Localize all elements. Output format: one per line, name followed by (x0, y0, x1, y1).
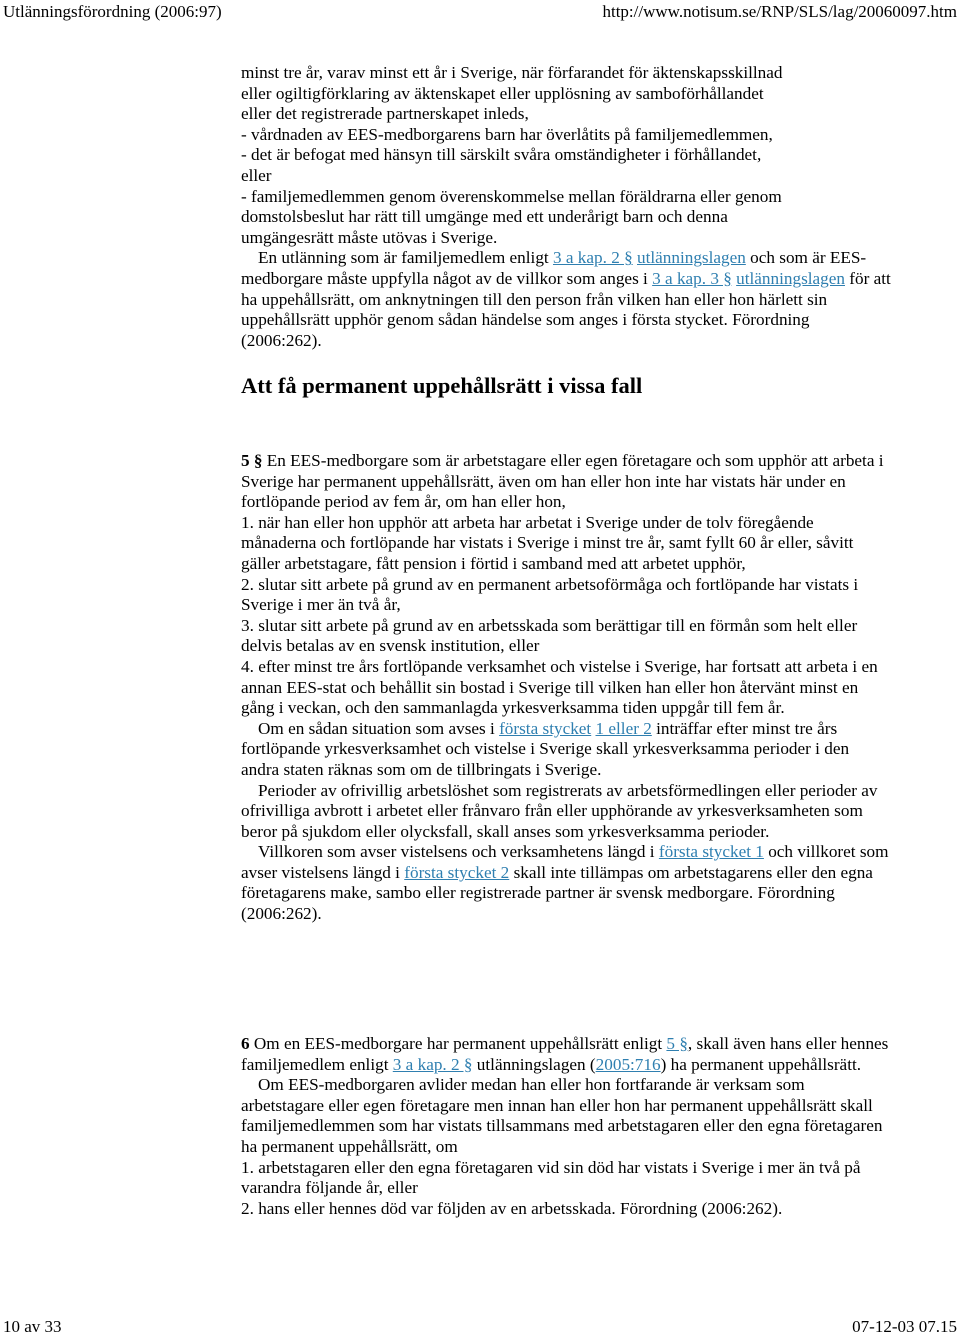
section-6-intro (241, 1034, 891, 1075)
list-item: 1. när han eller hon upphör att arbeta har arbetat i Sverige under de tolv föregående månaderna och fortlöpande har vistats i Sverige i minst tre år, samt fyllt 60 år eller, såvitt gäller arbetstagare, fått pension i förtid i samband med att arbetet upphör, (241, 512, 854, 573)
section-5 (241, 451, 891, 925)
text: Villkoren som avser vistelsens och verksamhetens längd i (258, 842, 659, 862)
header-title: Utlänningsförordning (2006:97) (3, 2, 222, 21)
section-heading: Att få permanent uppehållsrätt i vissa fall (241, 373, 643, 398)
footer-page-count: 10 av 33 (3, 1317, 62, 1336)
section-number: 5 § (241, 451, 263, 470)
paragraph (241, 719, 891, 781)
text: ) ha permanent uppehållsrätt. (660, 1054, 862, 1074)
list-item: 2. slutar sitt arbete på grund av en permanent arbetsoförmåga och fortlöpande har vistats i Sverige i mer än två år, (241, 574, 859, 615)
link-3a-kap-3[interactable]: 3 a kap. 3 § (652, 268, 732, 288)
list-item: 1. arbetstagaren eller den egna företagaren vid sin död har vistats i Sverige i mer än två på varandra följande år, eller (241, 1157, 861, 1198)
link-1-eller-2[interactable]: 1 eller 2 (595, 718, 652, 738)
text: Om en sådan situation som avses i (258, 718, 500, 738)
line: eller (241, 165, 272, 185)
line: - det är befogat med hänsyn till särskilt svåra omständigheter i förhållandet, (241, 145, 762, 165)
header-url: http://www.notisum.se/RNP/SLS/lag/20060097.htm (602, 2, 957, 21)
list-item: 3. slutar sitt arbete på grund av en arbetsskada som berättigar till en förmån som helt eller delvis betalas av en svensk institution, eller (241, 615, 858, 656)
section-5-intro (241, 451, 891, 513)
text: och villkoret som avser vistelsens längd i (241, 842, 889, 882)
list-item: 4. efter minst tre års fortlöpande verksamhet och vistelse i Sverige, har fortsatt att arbeta i en annan EES-stat och behållit sin bostad i Sverige till vilken han eller hon återvänt minst en gång i veckan, och den sammanlagda yrkesverksamma tiden uppgår till fem år. (241, 656, 878, 718)
paragraph (241, 842, 891, 924)
paragraph-family-member (241, 248, 891, 351)
paragraph: Om EES-medborgaren avlider medan han eller hon fortfarande är verksam som arbetstagare eller egen företagare men innan han eller hon har permanent uppehållsrätt skall familjemedlemmen som har vistats tillsammans med arbetstagaren eller den egna företagaren ha permanent uppehållsrätt, om (241, 1075, 883, 1156)
line: domstolsbeslut har rätt till umgänge med ett underårigt barn och denna (241, 207, 728, 227)
link-3a-kap-2[interactable]: 3 a kap. 2 § (552, 248, 633, 268)
continuation-block (241, 63, 891, 351)
link-utlanningslagen[interactable]: utlänningslagen (637, 248, 746, 268)
link-utlanningslagen[interactable]: utlänningslagen (736, 268, 845, 288)
text: utlänningslagen ( (472, 1054, 596, 1074)
text: Om en EES-medborgare har permanent uppehållsrätt enligt (249, 1034, 667, 1053)
text: En utlänning som är familjemedlem enligt (258, 248, 553, 268)
list-item: 2. hans eller hennes död var följden av en arbetsskada. Förordning (2006:262). (241, 1198, 783, 1218)
text: skall inte tillämpas om arbetstagarens eller den egna företagarens make, sambo eller registrerade partner är svensk medborgare. Förordning (2006:262). (241, 862, 873, 924)
paragraph: Perioder av ofrivillig arbetslöshet som registrerats av arbetsförmedlingen eller perioder av ofrivilliga avbrott i arbetet eller frånvaro från eller upphörande av yrkesverksamheten som beror på sjukdom eller olycksfall, skall anses som yrkesverksamma perioder. (241, 780, 878, 841)
line: - vårdnaden av EES-medborgarens barn har överlåtits på familjemedlemmen, (241, 124, 773, 144)
line: eller det registrerade partnerskapet inleds, (241, 104, 529, 124)
link-5-paragraf[interactable]: 5 § (666, 1034, 688, 1053)
link-forsta-stycket[interactable]: första stycket (499, 718, 592, 738)
text: och som är EES-medborgare måste uppfylla något av de villkor som anges i (241, 248, 867, 288)
link-3a-kap-2[interactable]: 3 a kap. 2 § (392, 1054, 473, 1074)
line: minst tre år, varav minst ett år i Sverige, när förfarandet för äktenskapsskillnad (241, 63, 783, 82)
text: inträffar efter minst tre års fortlöpande yrkesverksamhet och vistelse i Sverige skall yrkesverksamma perioder i den andra staten räknas som om de tillbringats i Sverige. (241, 718, 850, 779)
section-number: 6 (241, 1034, 250, 1053)
text: för att ha uppehållsrätt, om anknytningen till den person från vilken han eller hon härlett sin uppehållsrätt upphör genom sådan händelse som anges i första stycket. Förordning (2006:262). (241, 268, 891, 350)
line: eller ogiltigförklaring av äktenskapet eller upplösning av samboförhållandet (241, 83, 764, 103)
text: En EES-medborgare som är arbetstagare eller egen företagare och som upphör att arbeta i Sverige har permanent uppehållsrätt, även om han eller hon inte har vistats här under en fortlöpande period av fem år, om han eller hon, (241, 451, 884, 512)
section-6 (241, 1034, 891, 1219)
line: - familjemedlemmen genom överenskommelse mellan föräldrarna eller genom (241, 186, 782, 206)
footer-timestamp: 07-12-03 07.15 (852, 1317, 957, 1336)
link-forsta-stycket-1[interactable]: första stycket 1 (658, 842, 764, 862)
line: umgängesrätt måste utövas i Sverige. (241, 227, 498, 247)
text: , skall även hans eller hennes familjemedlem enligt (241, 1034, 889, 1074)
link-forsta-stycket-2[interactable]: första stycket 2 (404, 862, 510, 882)
link-2005-716[interactable]: 2005:716 (595, 1054, 661, 1074)
